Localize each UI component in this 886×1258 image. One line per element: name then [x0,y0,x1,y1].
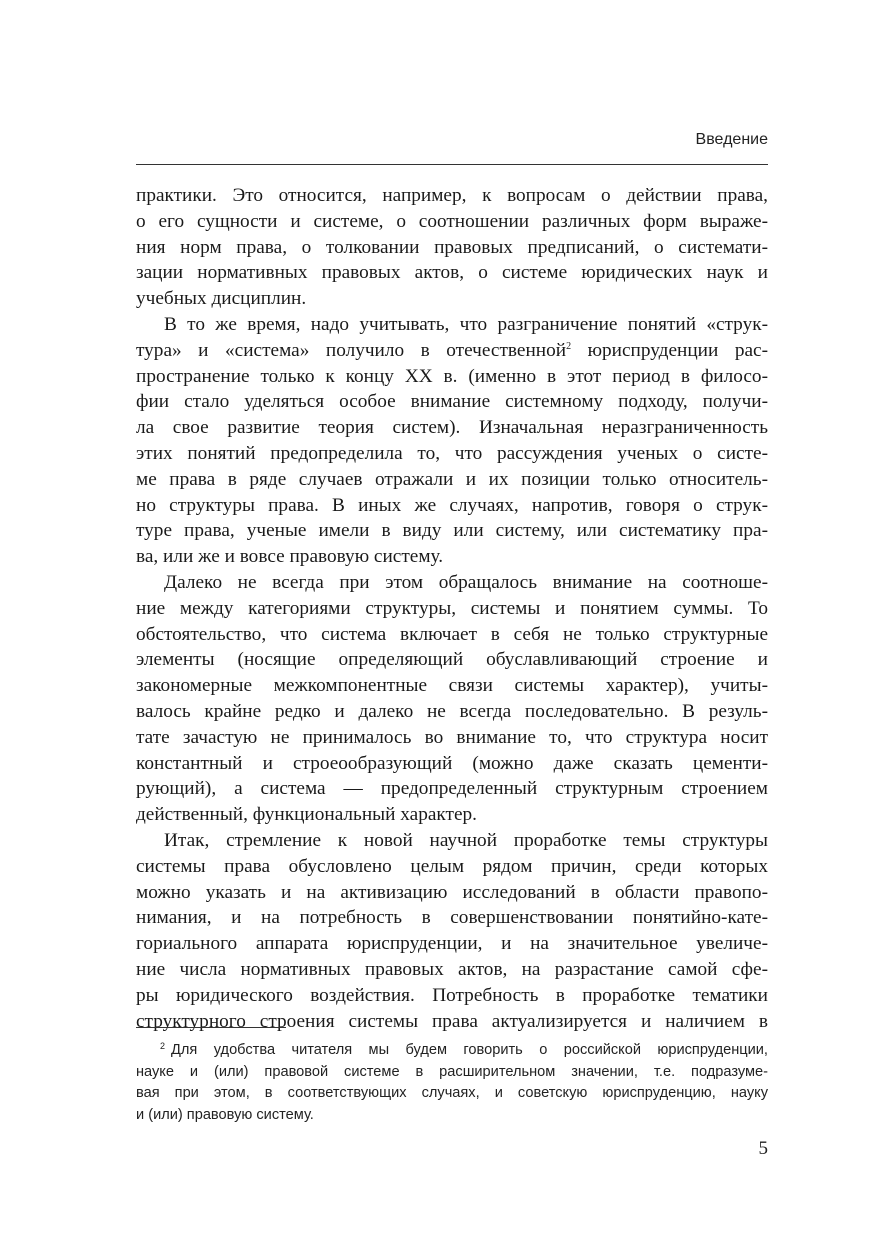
text-line: ние между категориями структуры, системы и понятием суммы. То [136,597,768,619]
running-title: Введение [695,131,768,148]
text-line: В то же время, надо учитывать, что разграничение понятий «струк- [164,313,768,335]
text-line: ние числа нормативных правовых актов, на разрастание самой сфе- [136,958,768,980]
text-line: пространение только к концу XX в. (именно в этот период в филосо- [136,365,768,387]
footnote [136,1040,768,1126]
text-line: действенный, функциональный характер. [136,804,477,826]
footnote-line: вая при этом, в соответствующих случаях, и советскую юриспруденцию, науку [136,1085,768,1101]
text-line: гориального аппарата юриспруденции, и на значительное увеличе- [136,933,768,955]
text-line: практики. Это относится, например, к вопросам о действии права, [136,185,768,206]
text-segment: юриспруденции рас- [571,339,768,361]
text-line: можно указать и на активизацию исследований в области правопо- [136,881,768,903]
footnote-line [136,1040,768,1062]
footnote-line: и (или) правовую систему. [136,1106,314,1123]
text-line: но структуры права. В иных же случаях, напротив, говоря о струк- [136,494,768,516]
text-line: фии стало уделяться особое внимание системному подходу, получи- [136,391,768,413]
text-line: Итак, стремление к новой научной проработке темы структуры [164,829,768,851]
header-rule [136,164,768,165]
text-line: зации нормативных правовых актов, о системе юридических наук и [136,262,768,284]
text-line: учебных дисциплин. [136,288,307,310]
text-line: константный и строеообразующий (можно даже сказать цементи- [136,752,768,774]
text-line: Далеко не всегда при этом обращалось внимание на соотноше- [164,571,768,593]
text-segment: тура» и «система» получило в отечественной [136,339,567,361]
text-line: тате зачастую не принималось во внимание то, что структура носит [136,726,768,748]
text-line: валось крайне редко и далеко не всегда последовательно. В резуль- [136,700,768,722]
body-text [136,183,768,1034]
text-line: структурного строения системы права актуализируется и наличием в [136,1010,768,1032]
text-line: ния норм права, о толковании правовых предписаний, о системати- [136,236,768,258]
text-line: элементы (носящие определяющий обуславливающий строение и [136,649,768,671]
text-line: туре права, ученые имели в виду или систему, или систематику пра- [136,520,768,542]
footnote-text: Для удобства читателя мы будем говорить о российской юриспруденции, [171,1042,768,1058]
footnote-line: науке и (или) правовой системе в расширительном значении, т.е. подразуме- [136,1063,768,1080]
text-line: рующий), а система — предопределенный структурным строением [136,778,768,800]
text-line-with-footnote [136,338,768,364]
footnote-marker: 2 [160,1041,166,1051]
text-line: ва, или же и вовсе правовую систему. [136,546,444,568]
text-line: ме права в ряде случаев отражали и их позиции только относитель- [136,468,768,490]
text-line: обстоятельство, что система включает в себя не только структурные [136,623,768,645]
text-line: закономерные межкомпонентные связи системы характер), учиты- [136,675,768,697]
text-line: этих понятий предопределила то, что рассуждения ученых о систе- [136,442,768,464]
page-number: 5 [758,1138,768,1159]
text-line: системы права обусловлено целым рядом причин, среди которых [136,855,768,877]
text-line: ры юридического воздействия. Потребность в проработке тематики [136,984,768,1006]
text-line: нимания, и на потребность в совершенствовании понятийно-кате- [136,907,768,929]
text-line: ла свое развитие теория систем). Изначальная неразграниченность [136,417,768,439]
footnote-reference[interactable]: 2 [566,340,572,352]
footnote-rule [136,1027,286,1028]
text-line: о его сущности и системе, о соотношении различных форм выраже- [136,210,768,232]
